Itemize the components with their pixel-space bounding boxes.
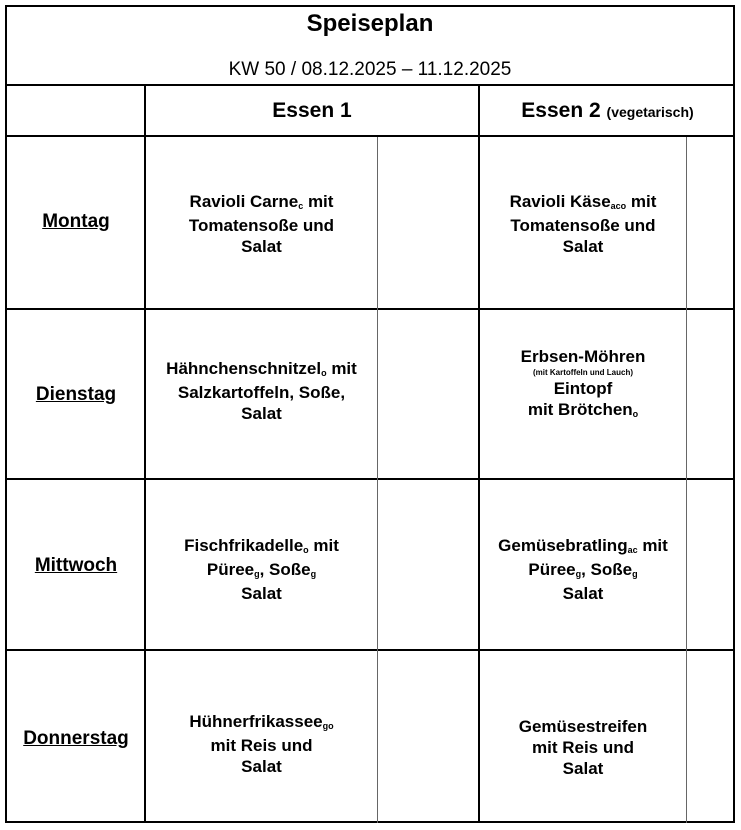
meal-text: Salat — [562, 584, 604, 603]
meal-mittwoch-essen-2 — [480, 535, 686, 604]
allergen-code: aco — [610, 201, 627, 211]
allergen-code: g — [575, 569, 582, 579]
meal-text: Salat — [562, 759, 604, 778]
allergen-code: g — [632, 569, 638, 579]
meal-text: Salat — [241, 404, 282, 423]
meal-text: Salat — [562, 237, 604, 256]
day-label-mittwoch: Mittwoch — [34, 555, 118, 576]
meal-text: Hähnchenschnitzel — [166, 359, 322, 378]
meal-montag-essen-2 — [480, 191, 686, 257]
allergen-code: o — [632, 409, 639, 419]
allergen-code: ac — [627, 545, 638, 555]
meal-text: mit Reis und — [210, 736, 313, 755]
allergen-code: o — [321, 368, 327, 378]
meal-text: Gemüsestreifen — [518, 717, 648, 736]
meal-note: (mit Kartoffeln und Lauch) — [533, 368, 633, 377]
meal-donnerstag-essen-1 — [146, 711, 377, 777]
meal-dienstag-essen-1 — [146, 358, 377, 424]
meal-donnerstag-essen-2 — [480, 716, 686, 779]
divider — [5, 308, 735, 310]
meal-text: Salat — [241, 757, 282, 776]
divider — [686, 137, 687, 823]
meal-text: Fischfrikadelle — [184, 536, 304, 555]
allergen-code: go — [322, 721, 334, 731]
meal-text: Ravioli Carne — [189, 192, 299, 211]
column-header-label: Essen 1 — [272, 99, 352, 122]
day-label-dienstag: Dienstag — [35, 384, 117, 405]
meal-text: Erbsen-Möhren — [520, 347, 646, 366]
divider — [377, 137, 378, 823]
day-label-montag: Montag — [42, 211, 110, 232]
allergen-code: g — [310, 569, 317, 579]
meal-text: mit Reis und — [531, 738, 634, 757]
meal-dienstag-essen-2 — [480, 346, 686, 423]
meal-mittwoch-essen-1 — [146, 535, 377, 604]
meal-text: mit — [326, 359, 357, 378]
meal-text: , Soße — [259, 560, 311, 579]
allergen-code: o — [303, 545, 309, 555]
meal-text: Püree — [206, 560, 255, 579]
meal-text: Tomatensoße und — [510, 216, 656, 235]
meal-text: mit — [626, 192, 657, 211]
meal-text: mit — [308, 536, 339, 555]
column-header-essen-1 — [146, 99, 478, 123]
page-title: Speiseplan — [306, 10, 434, 37]
day-label-donnerstag: Donnerstag — [23, 728, 129, 749]
meal-text: Gemüsebratling — [498, 536, 628, 555]
divider — [5, 135, 735, 137]
vegetarian-note: (vegetarisch) — [606, 104, 694, 120]
meal-text: mit Brötchen — [527, 400, 633, 419]
meal-text: Salat — [241, 237, 282, 256]
meal-text: , Soße — [581, 560, 633, 579]
meal-text: mit — [637, 536, 668, 555]
meal-text: Tomatensoße und — [188, 216, 335, 235]
meal-text: Ravioli Käse — [509, 192, 611, 211]
week-range: KW 50 / 08.12.2025 – 11.12.2025 — [228, 59, 512, 80]
column-header-label: Essen 2 — [521, 99, 601, 122]
meal-text: Salat — [241, 584, 282, 603]
meal-text: Hühnerfrikassee — [189, 712, 323, 731]
meal-text: Püree — [528, 560, 576, 579]
meal-text: mit — [303, 192, 334, 211]
meal-text: Salzkartoffeln, Soße, — [177, 383, 346, 402]
divider — [5, 84, 735, 86]
divider — [5, 478, 735, 480]
column-header-essen-2 — [480, 99, 735, 123]
meal-montag-essen-1 — [146, 191, 377, 257]
divider — [5, 649, 735, 651]
meal-text: Eintopf — [553, 379, 613, 398]
allergen-code: g — [254, 569, 260, 579]
allergen-code: c — [298, 201, 304, 211]
